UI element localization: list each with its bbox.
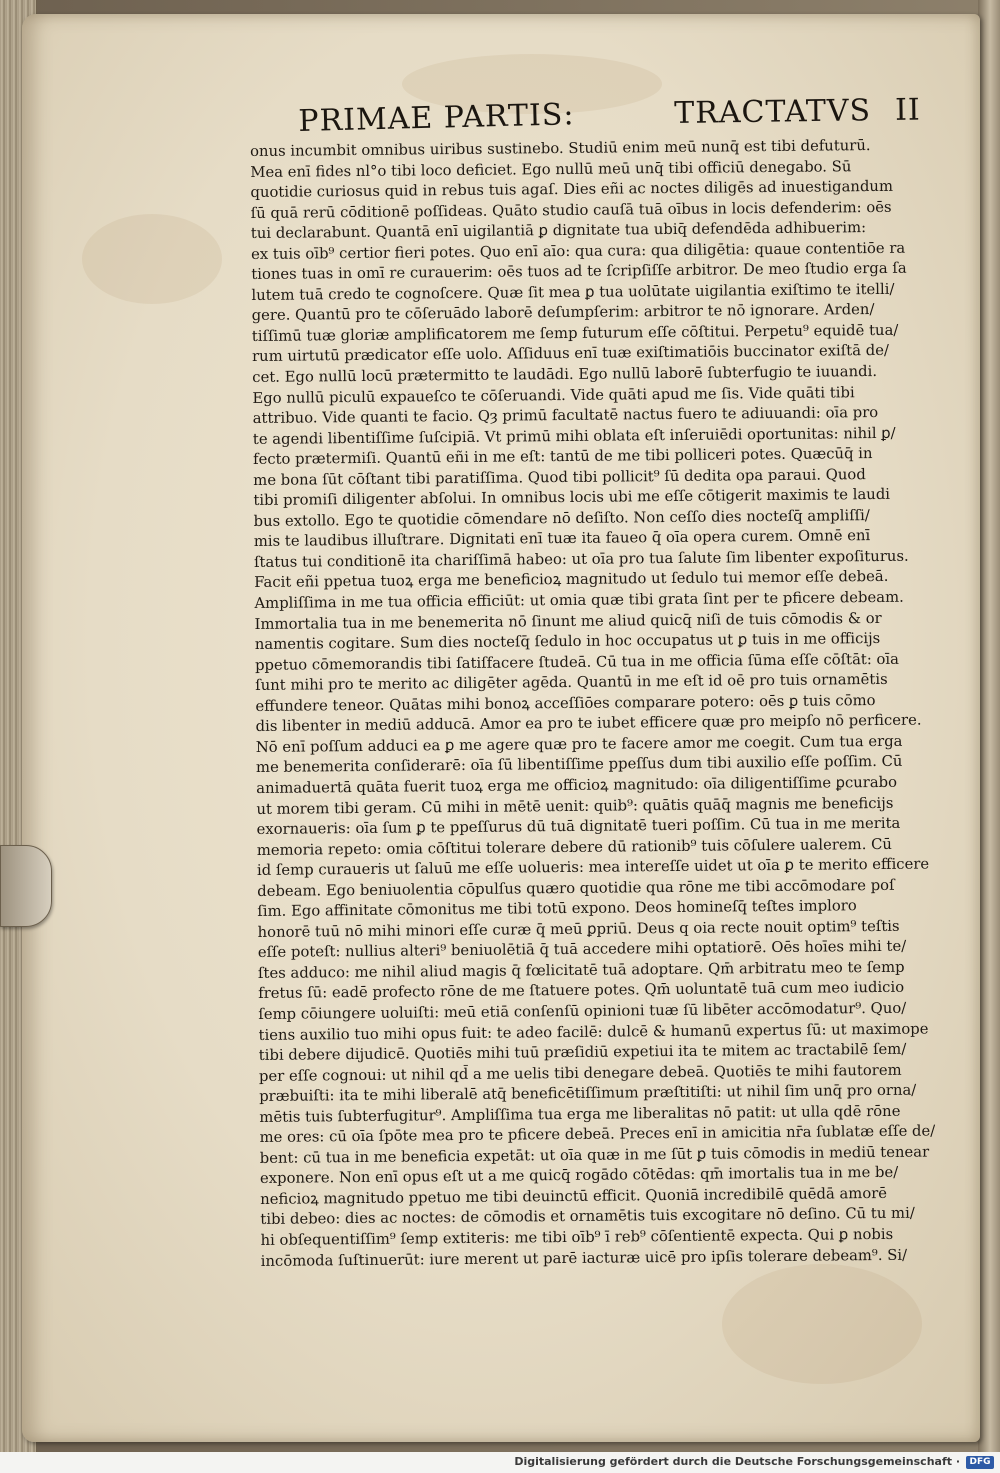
text-line: memoria repeto: omia cōſtitui tolerare debere dū rationib⁹ tuis cōſulere ualerem. Cū	[256, 835, 892, 859]
text-line: quotidie curiosus quid in rebus tuis agaſ. Dies eñi ac noctes diligēs ad inuestigandum	[250, 177, 894, 202]
text-line: exponere. Non enī opus eſt ut a me quicq̄ rogādo cōtēdas: qm̄ imortalis tua in me be/	[259, 1164, 899, 1188]
body-text	[250, 135, 977, 1272]
text-line: ſunt mihi pro te merito ac diligēter agēda. Quantū in me eſt id oē pro tuis ornamētis	[255, 671, 888, 695]
running-head-left: PRIMAE PARTIS:	[298, 97, 575, 139]
text-line: eſſe poteſt: nullius alteri⁹ beniuolētiā q̄ tuā accedere mihi optatiorē. Oēs hoīes mihi te/	[257, 938, 907, 962]
text-line: hi obſequentiſſim⁹ ſemp extiteris: me tibi oīb⁹ ī reb⁹ cōſentientē expecta. Qui ꝑ nobis	[260, 1225, 894, 1249]
text-line: me ores: cū oīa ſpōte mea pro te pficere debeā. Preces enī in amicitia nr̄a ſublatæ eſſe de/	[259, 1122, 936, 1147]
text-line: ut morem tibi geram. Cū mihi in mētē uenit: quib⁹: quātis quāq̄ magnis me beneficijs	[256, 794, 894, 818]
text-line: namentis cogitare. Sum dies nocteſq̄ ſedulo in hoc occupatus ut ꝑ tuis in me officijs	[254, 630, 881, 654]
text-line: tiſſimū tuæ gloriæ amplificatorem me ſemp futurum eſſe cōſtitui. Perpetu⁹ equidē tua/	[251, 321, 899, 345]
text-line: per eſſe cognoui: ut nihil qd̄ a me uelis tibi denegare debeā. Quotiēs te mihi fautorem	[258, 1061, 902, 1085]
text-line: cet. Ego nullū locū prætermitto te laudādi. Ego nullū laborē ſubterfugio te iuuandi.	[252, 363, 878, 387]
text-line: Mea enī fides nl°o tibi loco deficiet. Ego nullū meū unq̄ tibi officiū denegabo. Sū	[250, 157, 852, 181]
text-line: ſtes adduco: me nihil aliud magis q̄ fœlicitatē tuā adoptare. Qm̄ arbitratu meo te ſemp	[257, 958, 905, 982]
text-line: exornaueris: oīa ſum ꝑ te ppeſſurus dū tuā dignitatē tueri poſſim. Cū tua in me merita	[256, 814, 901, 839]
text-line: bent: cū tua in me beneficia expetāt: ut oīa quæ in me ſūt ꝑ tuis cōmodis in mediū tenear	[259, 1143, 930, 1167]
text-line: debeam. Ego beniuolentia cōpulſus quæro quotidie qua rōne me tibi accōmodare poſ	[257, 876, 895, 900]
text-line: mētis tuis ſubterfugitur⁹. Ampliſſima tua erga me liberalitas nō patit: ut ulla qdē rōne	[259, 1102, 901, 1126]
text-line: Nō enī poſſum adduci ea ꝑ me agere quæ pro te facere amor me coegit. Cum tua erga	[255, 732, 903, 756]
text-line: tibi promiſi diligenter abſolui. In omnibus locis ubi me eſſe cōtigerit maximis te laudi	[253, 486, 891, 510]
text-line: tibi debeo: dies ac noctes: de cōmodis et ornamētis tuis excogitare nō deſino. Cū tu mi/	[260, 1205, 915, 1229]
book-cover-edge	[978, 0, 1000, 1452]
text-line: me bona ſūt cōſtant tibi paratiſſima. Quod tibi pollicit⁹ ſū dedita opa paraui. Quod	[253, 465, 866, 489]
page-clip	[0, 845, 52, 927]
paper-stain	[82, 214, 222, 304]
text-line: me benemerita conſiderarē: oīa ſū libentiſſime ppeſſus dum tibi auxilio eſſe poſſim. Cū	[255, 753, 903, 777]
text-line: Facit eñi ppetua tuoꝝ erga me beneficioꝝ magnitudo ut ſedulo tui memor eſſe debeā.	[254, 568, 889, 592]
book-page	[22, 14, 980, 1442]
text-line: Immortalia tua in me benemerita nō ſinunt me aliud quicq̄ niſi de tuis cōmodis & or	[254, 609, 882, 633]
dfg-logo: DFG	[966, 1456, 994, 1469]
text-line: mis te laudibus illuſtrare. Dignitati enī tuæ ita faueo q̄ oīa opera curem. Omnē enī	[253, 527, 871, 551]
text-line: onus incumbit omnibus uiribus sustinebo. Studiū enim meū nunq̄ est tibi defuturū.	[250, 137, 871, 160]
text-line: lutem tuā credo te cognoſcere. Quæ ſit mea ꝑ tua uolūtate uigilantia exiſtimo te itelli/	[251, 280, 895, 304]
text-line: ſtatus tui conditionē ita chariſſimā habeo: ut oīa pro tua ſalute ſim libenter expoſiturus.	[253, 547, 909, 571]
text-line: fecto prætermiſi. Quantū eñi in me eſt: tantū de me tibi polliceri potes. Quæcūq̄ in	[252, 445, 873, 469]
running-head-title: TRACTATVS	[674, 93, 872, 131]
text-line: attribuo. Vide quanti te facio. Qȝ primū facultatē nactus fuero te adiuuandi: oīa pro	[252, 404, 879, 428]
text-line: id ſemp curaueris ut ſaluū me eſſe uolueris: mea intereſſe uidet ut oīa ꝑ te merito efficere	[256, 855, 930, 880]
text-line: rum uirtutū prædicator eſſe uolo. Aſſiduus enī tuæ exiſtimatiōis buccinator exiſtā de/	[251, 342, 890, 366]
running-head-right	[674, 93, 921, 131]
text-line: tibi debere dijudicē. Quotiēs mihi tuū præſidiū expetiui ita te mitem ac tractabilē ſem/	[258, 1040, 907, 1065]
text-line: honorē tuū nō mihi minori eſſe curæ q̄ meū ꝑpriū. Deus q oia recte nouit optim⁹ teſtis	[257, 917, 900, 941]
text-line: ſū quā rerū cōditionē poſſideas. Quāto studio cauſā tuā oībus in locis defenderim: oēs	[250, 198, 892, 222]
text-line: dis libenter in mediū adducā. Amor ea pro te iubet efficere quæ pro meipſo nō perficere.	[255, 711, 922, 736]
text-line: te agendi libentiſſime ſuſcipiā. Vt primū mihi oblata eſt inſeruiēdi oportunitas: nihil ꝑ/	[252, 424, 896, 448]
text-line: tiones tuas in omī re curauerim: oēs tuos ad te ſcripſiſſe arbitror. De meo ſtudio erga ſa	[251, 259, 907, 284]
text-line: ppetuo cōmemorandis tibi ſatiſfacere ſtudeā. Cū tua in me officia ſūma eſſe cōſtāt: oīa	[254, 650, 900, 674]
running-head-number: II	[894, 92, 922, 128]
text-line: neficioꝝ magnitudo ppetuo me tibi deuinctū efficit. Quoniā incredibilē quēdā amorē	[260, 1184, 888, 1208]
text-line: gere. Quantū pro te cōſeruādo laborē deſumpſerim: arbitror te nō ignorare. Arden/	[251, 301, 875, 325]
text-line: ex tuis oīb⁹ certior fieri potes. Quo enī aīo: qua cura: qua diligētia: quaue contentiōe ra	[250, 239, 906, 263]
text-line: Ego nullū piculū expaueſco te cōſeruandi. Vide quāti apud me ſis. Vide quāti tibi	[252, 383, 855, 407]
text-line: tiens auxilio tuo mihi opus fuit: te adeo facilē: dulcē & humanū expertus ſū: ut maximope	[258, 1020, 929, 1044]
text-line: bus extollo. Ego te quotidie cōmendare nō deſiſto. Non ceſſo dies nocteſq̄ ampliſſi/	[253, 506, 870, 530]
text-line: fretus ſū: eadē profecto rōne de me ſtatuere potes. Qm̄ uoluntatē tuā cum meo iudicio	[258, 979, 905, 1003]
text-line: ſim. Ego affinitate cōmonitus me tibi totū expono. Deos homineſq̄ teſtes imploro	[257, 897, 857, 921]
text-line: præbuiſti: ita te mihi liberalē atq̄ beneficētiſſimum præſtitiſti: ut nihil ſim unq̄ pro orna/	[259, 1081, 917, 1106]
footer-credit: Digitalisierung gefördert durch die Deutsche Forschungsgemeinschaft ·	[514, 1455, 960, 1468]
text-line: tui declarabunt. Quantā enī uigilantiā ꝑ dignitate tua ubiq̄ defendēda adhibuerim:	[250, 219, 867, 243]
text-line: incōmoda ſuſtinuerūt: iure merent ut parē iacturæ uicē pro ipſis tolerare debeam⁹. Si/	[260, 1246, 908, 1270]
text-line: animaduertā quāta fuerit tuoꝝ erga me officioꝝ magnitudo: oīa diligentiſſime ꝑcurabo	[256, 773, 898, 797]
text-line: ſemp cōiungere uoluiſti: meū etiā conſenſū opinioni tuæ ſū libēter accōmodatur⁹. Quo/	[258, 999, 907, 1023]
paper-stain	[722, 1264, 922, 1384]
text-line: effundere teneor. Quātas mihi bonoꝝ acceſſiōes comparare potero: oēs ꝑ tuis cōmo	[255, 691, 876, 715]
footer-bar	[0, 1452, 1000, 1473]
text-line: Ampliſſima in me tua officia efficiūt: ut omia quæ tibi grata ſint per te pficere debeam.	[254, 588, 904, 613]
